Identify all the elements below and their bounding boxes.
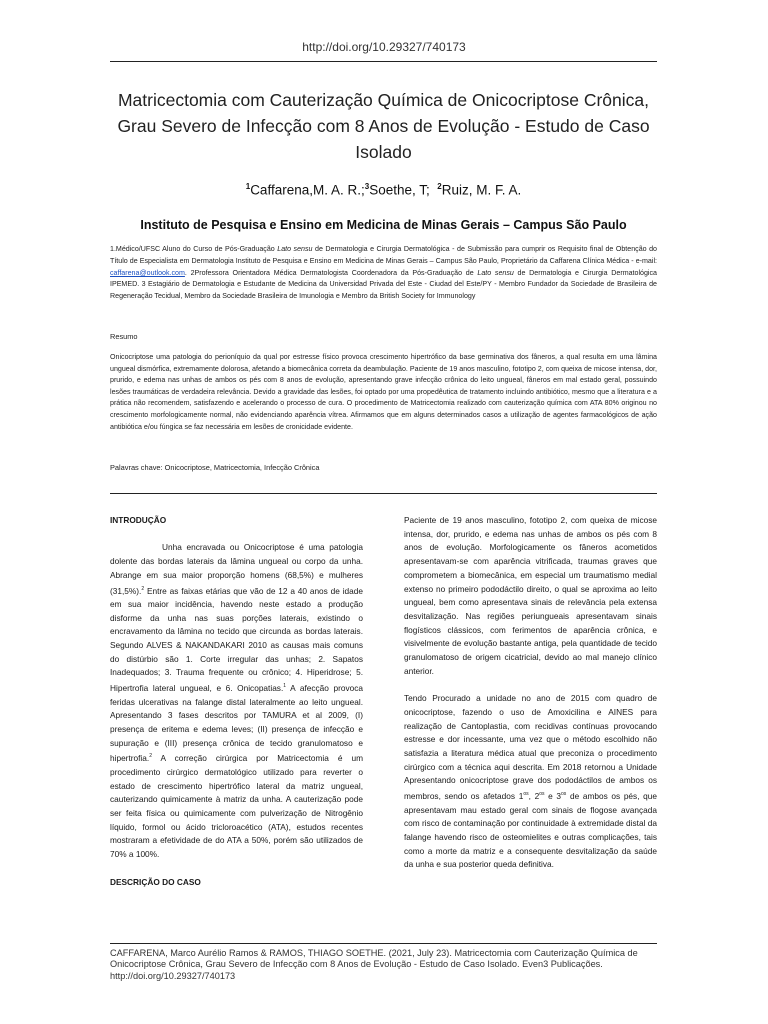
author-2-affiliation-mark: 3 (364, 182, 370, 191)
citation-mark: 1 (283, 683, 287, 690)
citation-mark: 2 (149, 753, 152, 760)
intro-text-b: Entre as faixas etárias que vão de 12 a 40 anos de idade em sua maior incidência, havendo neste estado a produção disforme da unha nas suas porções laterais, existindo o encravamento da lâmina no tecido que circunda as bordas laterais. Segundo ALVES & NAKANDAKARI 2010 as causas mais comuns do distúrbio são 1. Corte irregular das unhas; 2. Sapatos Inadequados; 3. Trauma frequente ou crônico; 4. Hiperidrose; 5. Hipertrofia lateral ungueal, e 6. Onicopatias. (110, 585, 363, 693)
affiliations-note (110, 244, 657, 303)
left-column (110, 514, 363, 889)
author-list (110, 182, 657, 198)
right-column (404, 514, 657, 872)
ordinal-mark: os (523, 791, 529, 798)
affiliation-italic-1: Lato sensu (277, 245, 313, 253)
affiliation-text-3: . 2Professora Orientadora Médica Dermatologista Coordenadora da Pós-Graduação de (184, 268, 478, 277)
footer-divider (110, 943, 657, 944)
keywords: Palavras chave: Onicocriptose, Matricectomia, Infecção Crônica (110, 463, 320, 472)
author-1-affiliation-mark: 1 (245, 182, 251, 191)
abstract-heading: Resumo (110, 332, 138, 341)
case-heading: DESCRIÇÃO DO CASO (110, 876, 201, 887)
affiliation-italic-2: Lato sensu (477, 268, 514, 277)
case-text-c: e 3 (544, 790, 562, 801)
intro-text-a: Unha encravada ou Onicocriptose é uma patologia dolente das bordas laterais da lâmina ungueal ou corpo da unha. Abrange em sua maior proporção homens (68,5%) e mulheres (31,5%). (110, 542, 363, 596)
footer-citation: CAFFARENA, Marco Aurélio Ramos & RAMOS, THIAGO SOETHE. (2021, July 23). Matricectomia com Cauterização Química de Onicocriptose Crônica, Grau Severo de Infecção com 8 Anos de Evolução - Estudo de Caso Isolado. Even3 Publicações. http://doi.org/10.29327/740173 (110, 948, 638, 981)
author-1: Caffarena,M. A. R.; (250, 182, 365, 198)
author-email-link[interactable]: caffarena@outlook.com (110, 268, 185, 277)
ordinal-mark: os (561, 791, 567, 798)
institute-name: Instituto de Pesquisa e Ensino em Medicina de Minas Gerais – Campus São Paulo (140, 218, 627, 232)
case-text-b: , 2 (528, 790, 540, 801)
author-3-affiliation-mark: 2 (437, 182, 442, 191)
affiliation-text-2: de Dermatologia e Cirurgia Dermatológica - de Submissão para cumprir os Requisito final de Obtenção do Título de Especialista em Dermatologia Instituto de Pesquisa e Ensino em Medicina de Minas Gerais – Campus São Paulo, Proprietário da Caffarena Clínica Médica - e-mail: (110, 245, 657, 265)
intro-text-c: A afecção provoca feridas ulcerativas na falange distal lateralmente ao leito ungueal. Apresentando 3 fases descritos por TAMURA et al 2009, (I) presença de eritema e edema leves; (II) presença de infecção e supuração e (III) presença crônica de tecido granulomatoso e hipertrofia. (110, 682, 363, 764)
citation-mark: 2 (141, 585, 145, 592)
intro-text-d: A correção cirúrgica por Matricectomia é um procedimento cirúrgico dermatológico utilizado para reverter o estado de crescimento hipertrófico lateral da matriz ungueal, cauterizando quimicamente à matriz da unha. A cauterização pode ser feita física ou quimicamente com pulverização de Nitrogênio líquido, formol ou ácido tricloroacético (ATA), estudos recentes mostraram a efetividade de do ATA a 50%, porém são utilizados de 70% a 100%. (110, 753, 363, 860)
intro-heading: INTRODUÇÃO (110, 515, 167, 525)
case-paragraph-2 (404, 692, 657, 872)
paper-title: Matricectomia com Cauterização Química de Onicocriptose Crônica, Grau Severo de Infecção com 8 Anos de Evolução - Estudo de Caso Isolado (117, 90, 650, 162)
affiliation-text-4: de Dermatologia e Cirurgia Dermatológica IPEMED. 3 Estagiário de Dermatologia e Estudante de Medicina da Universidad Privada del Este - Ciudad del Este/PY - Membro Fundador da Sociedade de Brasileira de Regeneração Tecidual, Membro da Sociedade Brasileira de Imunologia e Membro da British Society for Immunology (110, 268, 657, 301)
case-text-a: Tendo Procurado a unidade no ano de 2015 com quadro de onicocriptose, fazendo o uso de Amoxicilina e AINES para realização de Cantoplastia, com recidivas contínuas provocando estresse e dor incessante, uma vez que o método escolhido não satisfazia a literatura médica atual que preconiza o procedimento cirúrgico com a técnica aqui descrita. Em 2018 retornou a Unidade Apresentando onicocriptose grave dos pododáctilos de ambos os membros, sendo os afetados 1 (404, 693, 657, 801)
ordinal-mark: os (539, 791, 545, 798)
intro-paragraph (110, 541, 363, 861)
case-text-d: de ambos os pés, que apresentavam mau estado geral com sinais de flogose avançada com risco de contaminação por continuidade à extremidade distal da falange havendo risco de osteomielites e outras complicações, tais como a morte da matriz e a consequente desvitalização da saúde da unha e sua posterior queda definitiva. (404, 790, 657, 870)
abstract-divider (110, 493, 657, 494)
header-doi-link[interactable]: http://doi.org/10.29327/740173 (302, 40, 466, 54)
author-2: Soethe, T; (369, 182, 430, 198)
affiliation-text-1: 1.Médico/UFSC Aluno do Curso de Pós-Graduação (110, 245, 278, 253)
abstract-text: Onicocriptose uma patologia do perioníquio da qual por estresse físico provoca crescimento hipertrófico da base germinativa dos fâneros, a qual resulta em uma lâmina ungueal dismórfica, extremamente dolorosa, afetando a biomecânica correta da deambulação. Paciente de 19 anos masculino, fototipo 2, com queixa de micose intensa, dor, prurido, e edema nas unhas de ambos os pés com 8 anos de evolução, apresentando grave infecção crônica do leito ungueal, fâneros em mal estado geral, possuindo lesões traumáticas de verdadeira relevância. Devido a gravidade das lesões, foi optado por uma propedêutica de tratamento incluindo antibiótico, mesmo que a literatura e a prática não recomendem, satisfazendo e acelerando o processo de cura. O procedimento de Matricectomia realizado com cauterização química com ATA 80% originou no crescimento morfologicamente normal, não evidenciando aparência vítrea. Afirmamos que em alguns determinados casos a utilização de agentes farmacológicos de ação antibiótica e/ou fúngica se faz necessária em lesões de cronicidade evidente. (110, 353, 657, 431)
case-paragraph-1: Paciente de 19 anos masculino, fototipo 2, com queixa de micose intensa, dor, prurido, e edema nas unhas de ambos os pés com 8 anos de evolução. Morfologicamente os fâneros acometidos apresentavam-se com aparência vitrificada, traumas graves que comprometem a biomecânica, em especial um traumatismo medial extenso no primeiro pododáctilo direito, o qual se aproxima ao leito ungueal, bem como apresentava sinais de relevância pela extensa desvitalização. Nas regiões periungueais apresentavam sinais flogísticos clássicos, com ferimentos de aparência crônica, e visivelmente de evolução bastante antiga, pela quantidade de tecido granulomatoso de origem cicatricial, devido ao mal manejo clínico anterior. (404, 515, 657, 676)
author-3: Ruiz, M. F. A. (441, 182, 522, 198)
header-divider (110, 61, 657, 62)
